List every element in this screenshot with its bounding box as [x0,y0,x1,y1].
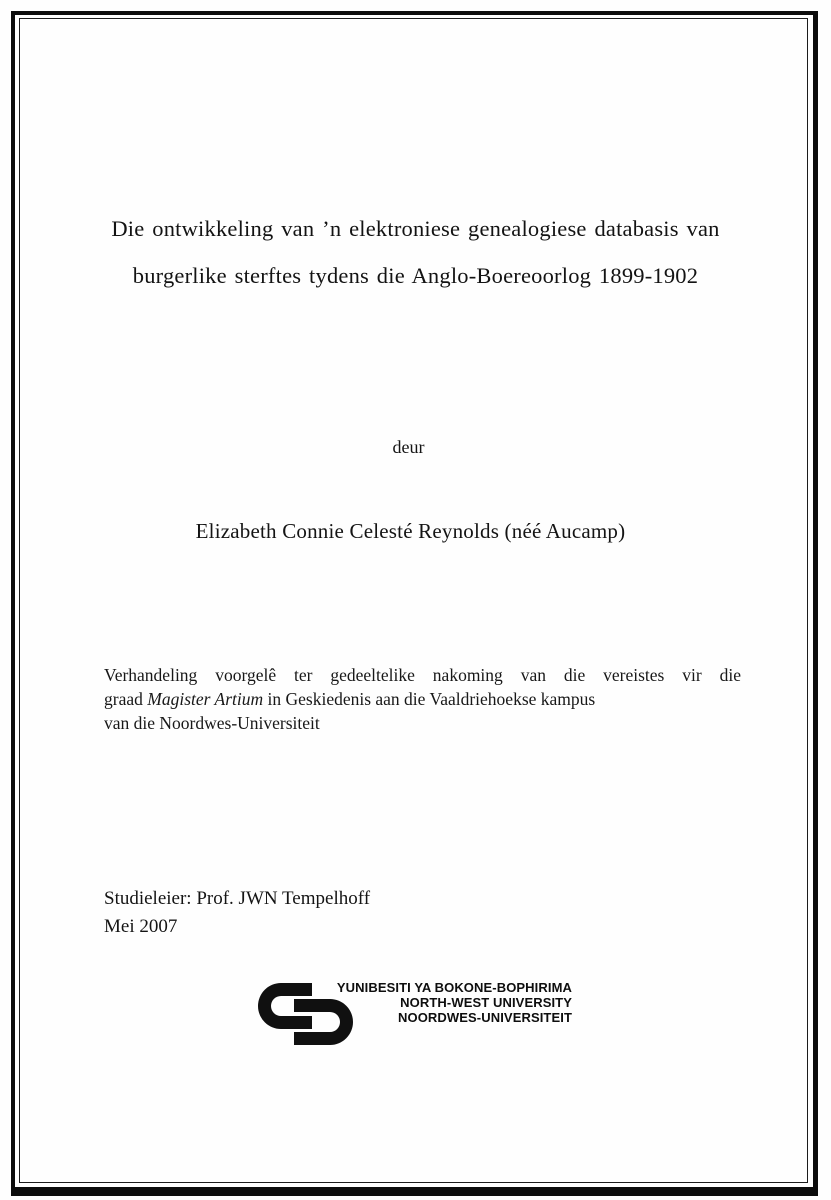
supervisor-block [104,885,370,941]
thesis-title [60,205,771,299]
logo-line-english: NORTH-WEST UNIVERSITY [400,995,572,1011]
supervisor-name: Studieleier: Prof. JWN Tempelhoff [104,888,371,909]
degree-statement [104,663,741,735]
thesis-title-line2: burgerlike sterftes tydens die Anglo-Boereoorlog 1899-1902 [132,263,699,288]
submission-date: Mei 2007 [104,916,178,937]
degree-statement-line2-post: in Geskiedenis aan die Vaaldriehoekse kampus [263,689,596,709]
degree-statement-line2-pre: graad [104,689,148,709]
degree-statement-line2 [104,687,741,711]
university-logo-text [318,980,572,1026]
byline-deur: deur [392,437,425,457]
thesis-title-line1: Die ontwikkeling van ’n elektroniese genealogiese databasis van [111,216,720,241]
degree-statement-line3: van die Noordwes-Universiteit [104,713,320,733]
logo-line-setswana: YUNIBESITI YA BOKONE-BOPHIRIMA [336,980,572,995]
degree-statement-line1: Verhandeling voorgelê ter gedeeltelike nakoming van die vereistes vir die [104,665,741,685]
logo-line-afrikaans: NOORDWES-UNIVERSITEIT [398,1010,572,1026]
author-name: Elizabeth Connie Celesté Reynolds (néé Aucamp) [195,519,626,543]
degree-name-italic: Magister Artium [147,689,264,709]
